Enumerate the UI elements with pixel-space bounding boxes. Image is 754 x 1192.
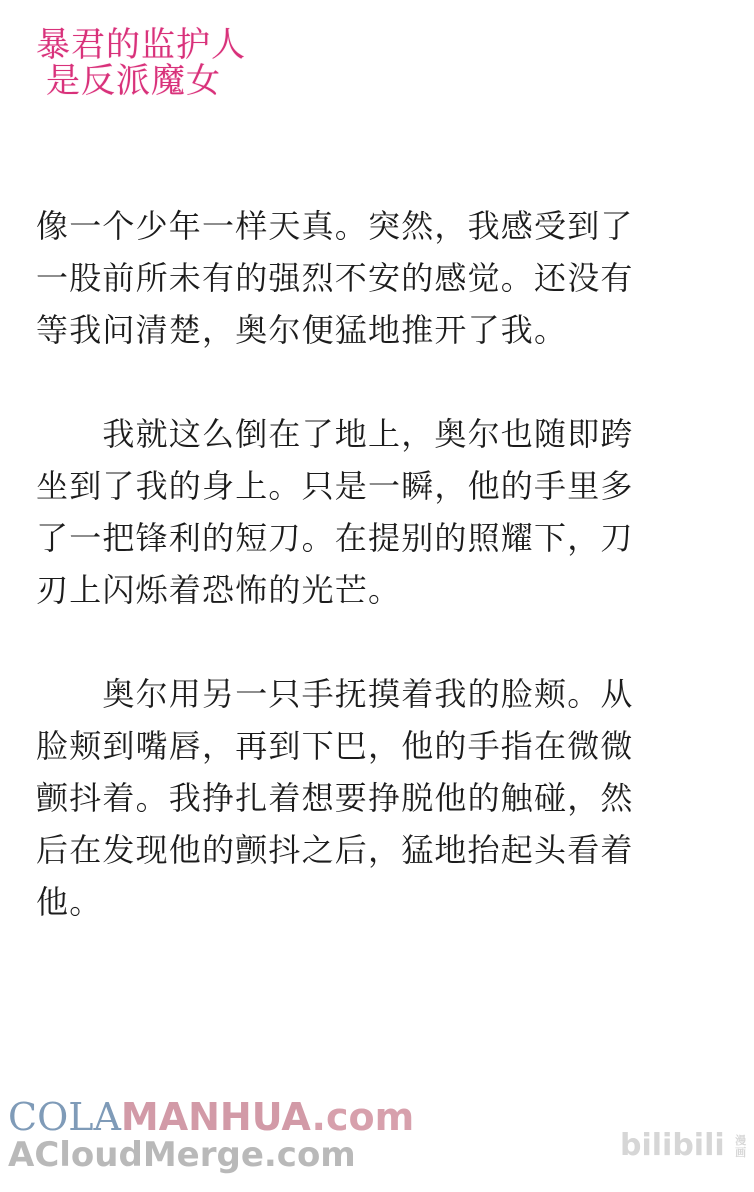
bilibili-manhua-label: 漫画 bbox=[735, 1133, 747, 1159]
paragraph-1: 像一个少年一样天真。突然，我感受到了 一股前所未有的强烈不安的感觉。还没有 等我问清楚，奥尔便猛地推开了我。 bbox=[36, 207, 634, 349]
site-watermark bbox=[8, 1095, 415, 1175]
watermark-line-1 bbox=[8, 1095, 415, 1139]
bilibili-logo bbox=[620, 1128, 751, 1163]
story-text bbox=[36, 200, 722, 980]
watermark-cola: COLA bbox=[8, 1095, 121, 1139]
series-logo bbox=[36, 25, 276, 101]
logo-title-line-2: 是反派魔女 bbox=[46, 60, 221, 101]
watermark-com: .com bbox=[311, 1095, 415, 1139]
watermark-line-2: ACloudMerge.com bbox=[8, 1134, 356, 1175]
paragraph-2: 我就这么倒在了地上，奥尔也随即跨 坐到了我的身上。只是一瞬，他的手里多 了一把锋利的短刀。在提别的照耀下，刀 刃上闪烁着恐怖的光芒。 bbox=[36, 415, 634, 609]
watermark-manhua: MANHUA bbox=[120, 1095, 312, 1139]
paragraph-3: 奥尔用另一只手抚摸着我的脸颊。从 脸颊到嘴唇，再到下巴，他的手指在微微 颤抖着。我挣扎着想要挣脱他的触碰，然 后在发现他的颤抖之后，猛地抬起头看着 他。 bbox=[36, 675, 634, 921]
bilibili-logo-text: bilibili bbox=[620, 1128, 725, 1163]
logo-title-line-1: 暴君的监护人 bbox=[36, 25, 246, 65]
